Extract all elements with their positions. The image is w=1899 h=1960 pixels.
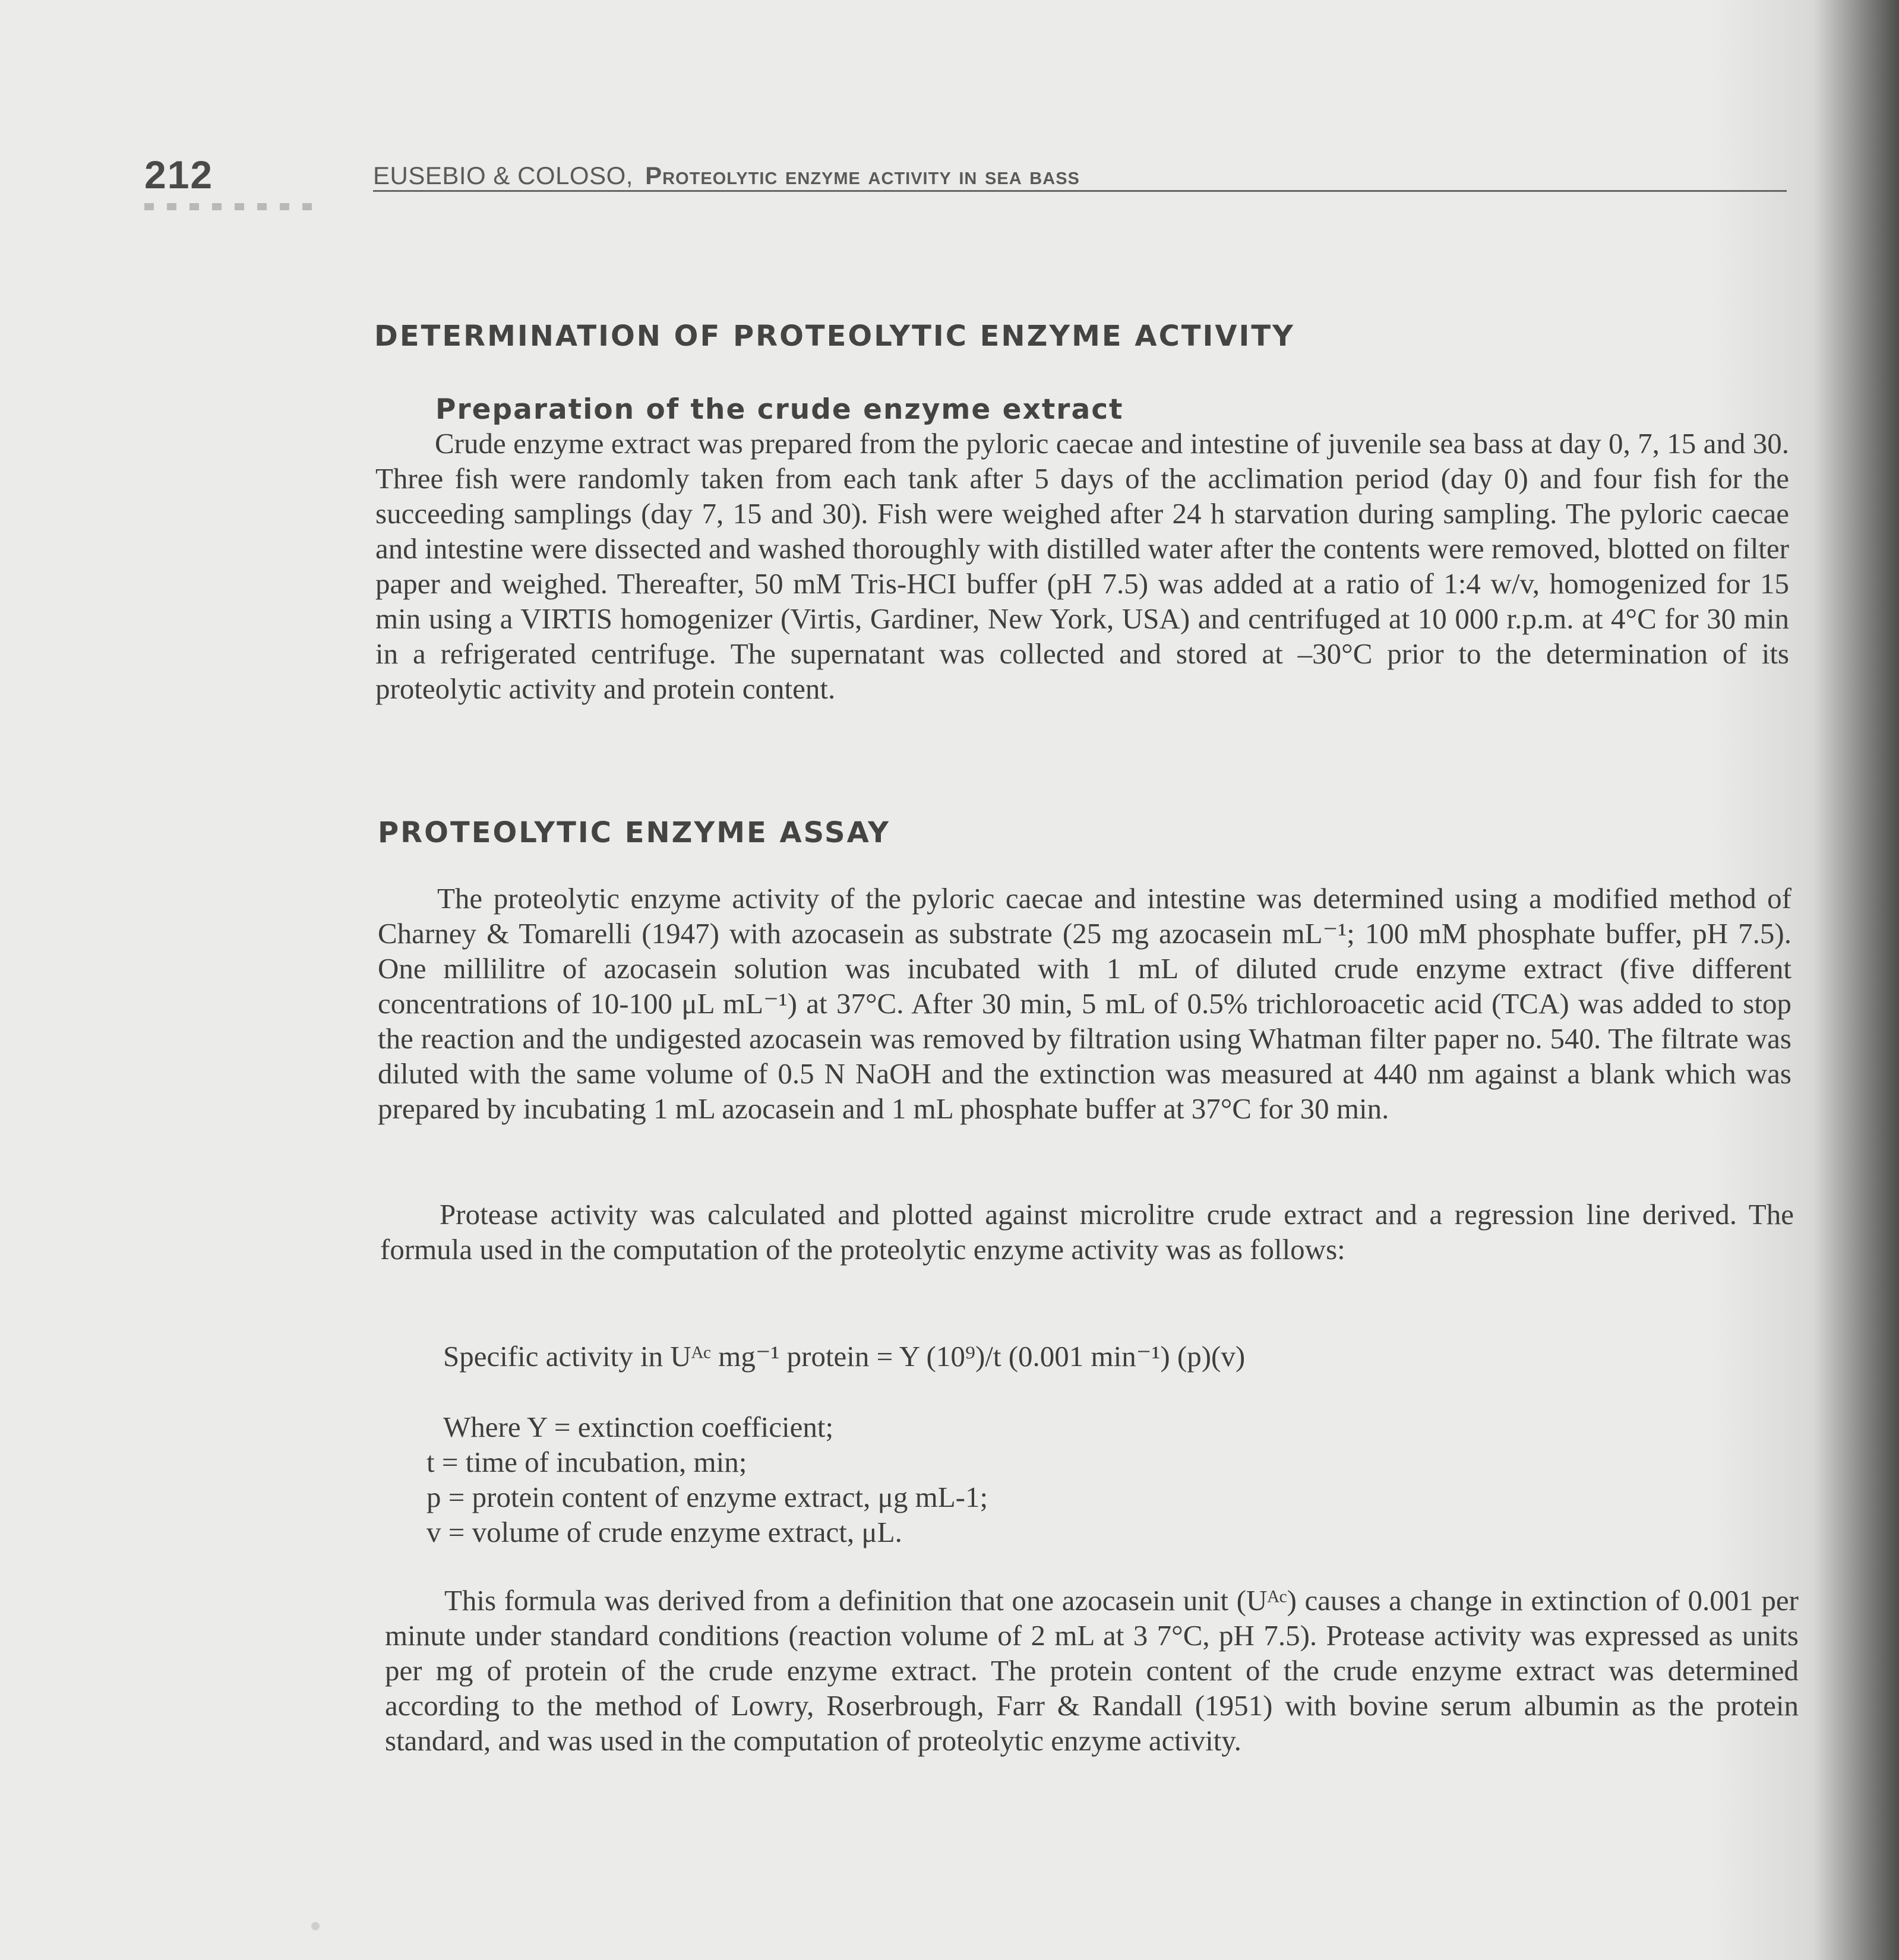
dot [189,203,199,210]
dot [302,203,312,210]
dot [280,203,289,210]
dot [257,203,267,210]
paragraph-assay-method: The proteolytic enzyme activity of the pyloric caecae and intestine was determined using a modified method of Charney & Tomarelli (1947) with azocasein as substrate (25 mg azocasein mL⁻¹; 100 mM phosphate buffer, pH 7.5). One millilitre of azocasein solution was incubated with 1 mL of diluted crude enzyme extract (five different concentrations of 10-100 μL mL⁻¹) at 37°C. After 30 min, 5 mL of 0.5% trichloroacetic acid (TCA) was added to stop the reaction and the undigested azocasein was removed by filtration using Whatman filter paper no. 540. The filtrate was diluted with the same volume of 0.5 N NaOH and the extinction was measured at 440 nm against a blank which was prepared by incubating 1 mL azocasein and 1 mL phosphate buffer at 37°C for 30 min. [378,882,1791,1125]
dot [167,203,176,210]
formula-specific-activity: Specific activity in Uᴬᶜ mg⁻¹ protein = Y (10⁹)/t (0.001 min⁻¹) (p)(v) [443,1340,1246,1373]
running-head-title: Proteolytic enzyme activity in sea bass [645,162,1080,189]
page-number: 212 [144,153,214,197]
dot [212,203,222,210]
section-heading-determination: DETERMINATION OF PROTEOLYTIC ENZYME ACTIVITY [374,320,1295,353]
where-line-v: v = volume of crude enzyme extract, μL. [426,1516,902,1548]
running-head-authors: EUSEBIO & COLOSO, [373,162,633,189]
dot [144,203,154,210]
paragraph-unit-definition: This formula was derived from a definition that one azocasein unit (Uᴬᶜ) causes a change in extinction of 0.001 per minute under standard conditions (reaction volume of 2 mL at 3 7°C, pH 7.5). Protease activity was expressed as units per mg of protein of the crude enzyme extract. The protein content of the crude enzyme extract was determined according to the method of Lowry, Roserbrough, Farr & Randall (1951) with bovine serum albumin as the protein standard, and was used in the computation of proteolytic enzyme activity. [385,1584,1799,1757]
paragraph-protease-calc: Protease activity was calculated and plotted against microlitre crude extract and a regression line derived. The formula used in the computation of the proteolytic enzyme activity was as follows: [380,1198,1794,1266]
section-heading-assay: PROTEOLYTIC ENZYME ASSAY [378,816,890,849]
where-line-p: p = protein content of enzyme extract, μg mL-1; [426,1481,988,1513]
decorative-dots [144,203,312,210]
dot [235,203,244,210]
page-speck [311,1922,320,1930]
where-line-t: t = time of incubation, min; [426,1446,747,1478]
subheading-crude-extract: Preparation of the crude enzyme extract [435,393,1124,426]
where-line-y: Where Y = extinction coefficient; [443,1411,834,1443]
header-rule [373,190,1787,192]
paragraph-crude-extract: Crude enzyme extract was prepared from the pyloric caecae and intestine of juvenile sea bass at day 0, 7, 15 and 30. Three fish were randomly taken from each tank after 5 days of the acclimation period (day 0) and four fish for the succeeding samplings (day 7, 15 and 30). Fish were weighed after 24 h starvation during sampling. The pyloric caecae and intestine were dissected and washed thoroughly with distilled water after the contents were removed, blotted on filter paper and weighed. Thereafter, 50 mM Tris-HCI buffer (pH 7.5) was added at a ratio of 1:4 w/v, homogenized for 15 min using a VIRTIS homogenizer (Virtis, Gardiner, New York, USA) and centrifuged at 10 000 r.p.m. at 4°C for 30 min in a refrigerated centrifuge. The supernatant was collected and stored at –30°C prior to the determination of its proteolytic activity and protein content. [375,427,1789,705]
running-head [373,162,1080,190]
